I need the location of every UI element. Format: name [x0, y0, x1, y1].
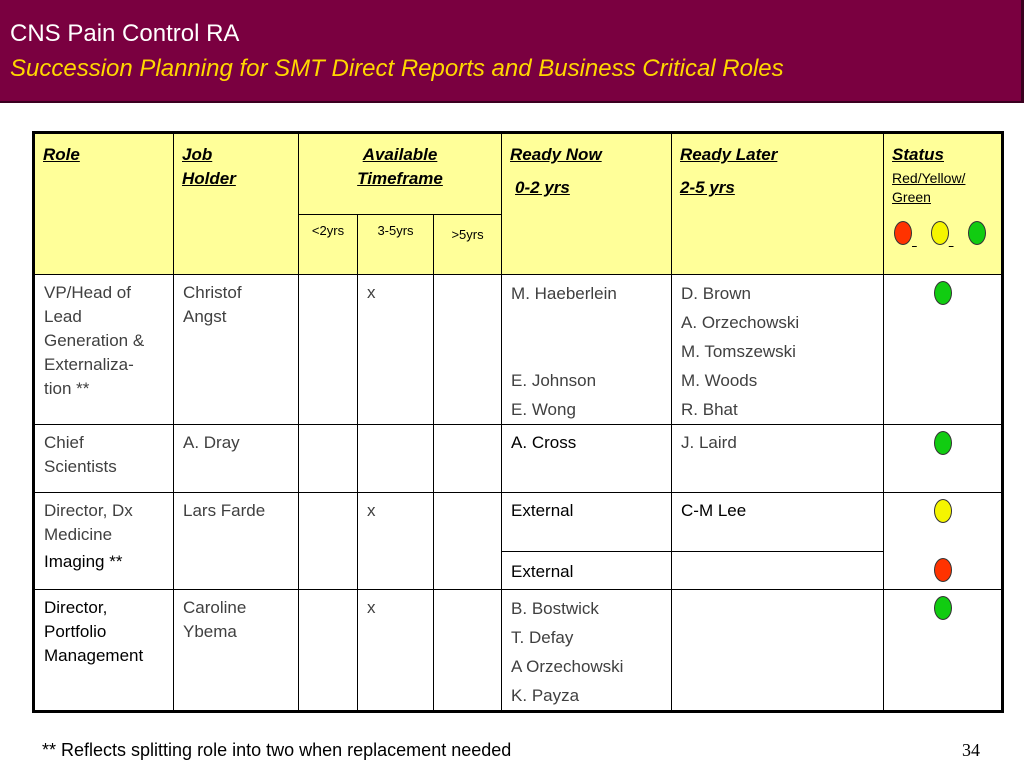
header-3-5yrs: 3-5yrs	[358, 215, 434, 275]
role-cell	[34, 425, 174, 493]
timeframe-more-5yrs-cell	[434, 275, 502, 425]
header-available-timeframe	[299, 133, 502, 215]
candidate-name: M. Tomszewski	[681, 342, 796, 361]
role-line: Scientists	[44, 457, 117, 476]
red-status-icon	[894, 221, 912, 245]
green-status-icon	[934, 596, 952, 620]
candidate-name: D. Brown	[681, 284, 751, 303]
timeframe-3-5yrs-cell	[358, 425, 434, 493]
holder-line: Caroline	[183, 598, 247, 617]
header-more-5yrs: >5yrs	[434, 215, 502, 275]
role-line: VP/Head of	[44, 283, 131, 302]
role-line: Imaging **	[44, 552, 123, 571]
green-status-icon	[934, 431, 952, 455]
header-ready-later	[672, 133, 884, 275]
holder-line: Christof	[183, 283, 242, 302]
candidate-name: A. Orzechowski	[681, 313, 800, 332]
candidate-name: M. Haeberlein	[511, 284, 617, 303]
succession-table	[32, 131, 1004, 713]
header-job-holder-line1: Job	[182, 145, 213, 164]
ready-later-cell: C-M Lee	[672, 493, 884, 552]
role-line: Lead	[44, 307, 82, 326]
timeframe-3-5yrs-cell: x	[358, 275, 434, 425]
slide-title: CNS Pain Control RA	[10, 20, 240, 47]
role-line: Generation &	[44, 331, 145, 350]
header-ready-now-label: Ready Now	[510, 145, 602, 164]
status-cell	[884, 590, 1003, 712]
header-role: Role	[34, 133, 174, 275]
candidate-name: K. Payza	[511, 686, 580, 705]
header-available-line2: Timeframe	[357, 169, 443, 188]
candidate-name: E. Johnson	[511, 371, 597, 390]
timeframe-more-5yrs-cell	[434, 590, 502, 712]
page-number: 34	[962, 740, 980, 760]
candidate-name: M. Woods	[681, 371, 758, 390]
holder-cell	[174, 275, 299, 425]
ready-now-cell	[502, 590, 672, 712]
timeframe-3-5yrs-cell: x	[358, 493, 434, 590]
candidate-name: A Orzechowski	[511, 657, 624, 676]
header-job-holder	[174, 133, 299, 275]
table-row	[34, 493, 1003, 552]
header-status-label: Status	[892, 145, 944, 164]
footnote: ** Reflects splitting role into two when replacement needed	[42, 740, 512, 760]
role-cell	[34, 590, 174, 712]
header-ready-now	[502, 133, 672, 275]
header-status-legend-text: Red/Yellow/ Green	[892, 170, 966, 205]
role-line: Portfolio	[44, 622, 107, 641]
header-ready-later-range: 2-5 yrs	[680, 178, 735, 197]
table-row	[34, 275, 1003, 425]
slide-subtitle: Succession Planning for SMT Direct Reports and Business Critical Roles	[10, 55, 784, 82]
ready-later-cell: J. Laird	[672, 425, 884, 493]
timeframe-3-5yrs-cell: x	[358, 590, 434, 712]
green-status-icon	[934, 281, 952, 305]
status-cell	[884, 493, 1003, 590]
title-banner	[0, 0, 1024, 103]
red-status-icon	[934, 558, 952, 582]
role-cell	[34, 493, 174, 590]
candidate-name: B. Bostwick	[511, 599, 599, 618]
status-cell	[884, 425, 1003, 493]
candidate-name: T. Defay	[511, 628, 574, 647]
timeframe-less-2yrs-cell	[299, 275, 358, 425]
timeframe-less-2yrs-cell	[299, 493, 358, 590]
header-row	[34, 133, 1003, 215]
role-line: Chief	[44, 433, 84, 452]
header-available-line1: Available	[362, 145, 438, 164]
holder-line: Ybema	[183, 622, 237, 641]
timeframe-less-2yrs-cell	[299, 590, 358, 712]
timeframe-more-5yrs-cell	[434, 493, 502, 590]
ready-now-cell: A. Cross	[502, 425, 672, 493]
header-less-2yrs: <2yrs	[299, 215, 358, 275]
role-line: Medicine	[44, 525, 113, 544]
green-status-icon	[968, 221, 986, 245]
role-line: Director, Dx	[44, 501, 133, 520]
role-line: Director,	[44, 598, 108, 617]
holder-line: Angst	[183, 307, 227, 326]
header-ready-later-label: Ready Later	[680, 145, 778, 164]
role-line: Management	[44, 646, 144, 665]
role-cell	[34, 275, 174, 425]
ready-now-cell: External	[502, 493, 672, 552]
yellow-status-icon	[934, 499, 952, 523]
ready-now-cell	[502, 275, 672, 425]
holder-cell	[174, 590, 299, 712]
timeframe-less-2yrs-cell	[299, 425, 358, 493]
ready-later-cell	[672, 551, 884, 589]
candidate-name: R. Bhat	[681, 400, 738, 419]
role-line: Externaliza-	[44, 355, 134, 374]
timeframe-more-5yrs-cell	[434, 425, 502, 493]
table-row	[34, 425, 1003, 493]
ready-later-cell	[672, 275, 884, 425]
header-ready-now-range: 0-2 yrs	[515, 178, 570, 197]
header-status	[884, 133, 1003, 275]
candidate-name: E. Wong	[511, 400, 576, 419]
status-legend	[892, 221, 993, 252]
table-row	[34, 590, 1003, 712]
status-cell	[884, 275, 1003, 425]
role-line: tion **	[44, 379, 90, 398]
holder-cell: A. Dray	[174, 425, 299, 493]
header-job-holder-line2: Holder	[182, 169, 236, 188]
ready-later-cell	[672, 590, 884, 712]
ready-now-cell: External	[502, 551, 672, 589]
holder-cell: Lars Farde	[174, 493, 299, 590]
yellow-status-icon	[931, 221, 949, 245]
